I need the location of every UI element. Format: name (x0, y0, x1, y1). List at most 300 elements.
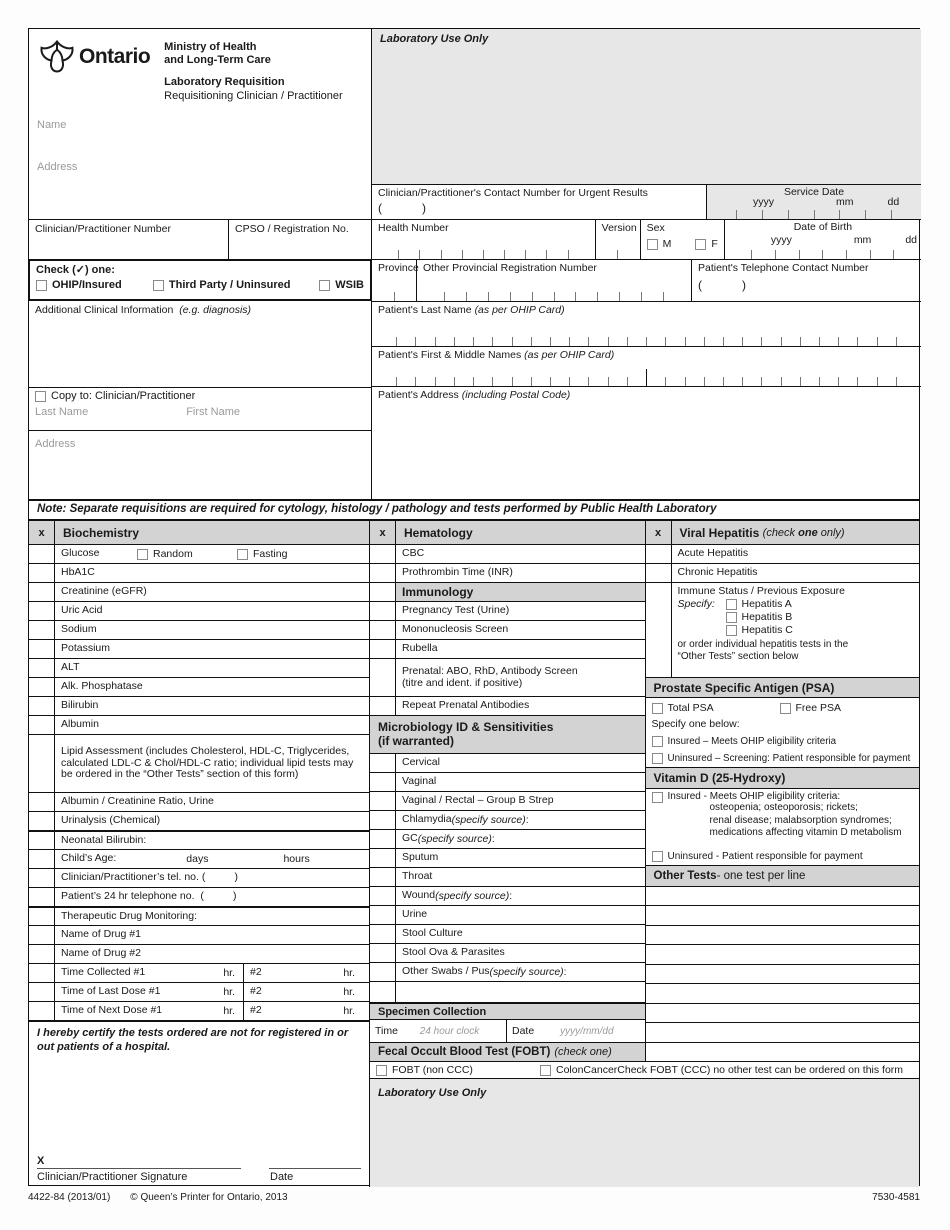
order-mark-cell[interactable] (29, 832, 55, 849)
order-mark-cell[interactable] (29, 602, 55, 620)
aci-label: Additional Clinical Information (35, 304, 174, 316)
grid-right-wrap (369, 521, 919, 1187)
test-label: #2 (250, 966, 262, 979)
test-label-cell (396, 621, 645, 639)
test-label: GC (402, 832, 418, 845)
ohip-insured-option[interactable]: OHIP/Insured (36, 279, 153, 291)
test-label-cell (396, 773, 645, 791)
other-tests-header: Other Tests - one test per line (646, 865, 920, 887)
ontario-logo-row (37, 35, 363, 103)
label-hint: (specify source) (417, 833, 492, 845)
laboratory-use-only-label: Laboratory Use Only (380, 33, 489, 45)
psa-header: Prostate Specific Antigen (PSA) (646, 678, 920, 698)
test-label: Stool Ova & Parasites (402, 946, 505, 959)
wsib-checkbox[interactable] (319, 280, 330, 291)
order-mark-cell[interactable] (370, 830, 396, 848)
specimen-time-field[interactable]: Time 24 hour clock (370, 1020, 507, 1042)
urgent-phone-parens: ( ) (378, 201, 426, 215)
service-date-label: Service Date (783, 186, 845, 198)
order-mark-cell[interactable] (370, 887, 396, 905)
hr-label: hr. (223, 1005, 235, 1017)
hematology-row (370, 830, 645, 849)
viral-row: Acute Hepatitis (646, 545, 920, 564)
checkbox-label: Random (153, 548, 193, 560)
order-mark-cell[interactable] (29, 850, 55, 868)
signature-date-line[interactable] (269, 1157, 361, 1169)
other-test-blank-line[interactable] (646, 965, 920, 984)
checkbox-option[interactable] (237, 548, 337, 560)
sex-male-option[interactable]: M (647, 238, 672, 250)
hepatitis-b-checkbox[interactable] (726, 612, 737, 623)
psa-specify-label: Specify one below: (651, 718, 740, 730)
hematology-column (370, 521, 645, 1061)
hematology-row (370, 868, 645, 887)
biochemistry-row (29, 964, 369, 983)
specimen-collection-row (370, 1020, 645, 1043)
vitamin-d-insured-block (646, 789, 920, 848)
test-label: Albumin / Creatinine Ratio, Urine (61, 795, 214, 808)
test-label-cell: Other Swabs / Pus (specify source) : (402, 965, 567, 978)
other-test-blank-line[interactable] (646, 887, 920, 906)
health-number-row (372, 219, 921, 259)
test-label: Alk. Phosphatase (61, 680, 143, 693)
immune-status-label: Immune Status / Previous Exposure (677, 585, 845, 597)
test-label: Potassium (61, 642, 111, 655)
hr-label: hr. (223, 986, 235, 998)
biochemistry-row (29, 812, 369, 831)
version-field[interactable]: Version (596, 220, 641, 259)
hematology-row (370, 621, 645, 640)
requisitioner-id-block[interactable] (29, 29, 371, 219)
clinician-number-field[interactable]: Clinician/Practitioner Number (29, 220, 229, 259)
test-label-cell (396, 944, 645, 962)
test-label-cell (55, 983, 369, 1001)
order-mark-cell[interactable] (370, 659, 396, 696)
order-mark-cell[interactable] (370, 925, 396, 943)
other-registration-digit-ticks (423, 291, 685, 301)
biochemistry-row (29, 716, 369, 735)
order-mark-cell[interactable] (370, 849, 396, 867)
hematology-row (370, 659, 645, 697)
hours-label: hours (283, 853, 310, 865)
biochemistry-row (29, 926, 369, 945)
test-label: Wound (402, 889, 436, 902)
test-label-cell (55, 1002, 369, 1020)
order-mark-cell[interactable] (370, 621, 396, 639)
aci-hint: (e.g. diagnosis) (179, 304, 252, 316)
test-label: Time Collected #1 (61, 966, 146, 979)
test-label-cell (55, 812, 369, 830)
fobt-non-ccc-option[interactable]: FOBT (non CCC) (376, 1064, 540, 1076)
test-label-cell (55, 659, 369, 677)
form-subtitle: Requisitioning Clinician / Practitioner (164, 89, 343, 102)
clinician-name-field[interactable]: Name (37, 118, 67, 131)
order-mark-cell[interactable] (29, 926, 55, 944)
test-label: Name of Drug #2 (61, 947, 141, 960)
checkbox-option[interactable] (137, 548, 237, 560)
test-label-cell: Wound (specify source) : (402, 889, 513, 902)
vitd-insured-checkbox[interactable] (652, 792, 663, 803)
hematology-row (370, 564, 645, 583)
test-label: #2 (250, 985, 262, 998)
biochemistry-row (29, 907, 369, 926)
test-label-cell (55, 945, 369, 963)
order-mark-cell[interactable] (646, 545, 672, 563)
copy-first-name-field[interactable]: First Name (186, 405, 240, 418)
biochemistry-row (29, 640, 369, 659)
test-label: Patient’s 24 hr telephone no. ( ) (61, 890, 237, 903)
test-label: Urine (402, 908, 428, 921)
test-grid (29, 519, 919, 1187)
order-mark-cell[interactable] (646, 564, 672, 582)
ministry-block (164, 35, 343, 103)
test-label: (titre and ident. if positive) (402, 676, 523, 689)
test-label-cell (55, 545, 369, 563)
test-label: Pregnancy Test (Urine) (402, 604, 510, 617)
test-label: Mononucleosis Screen (402, 623, 509, 636)
other-test-blank-line[interactable] (646, 926, 920, 945)
test-label-cell: Chlamydia (specify source) : (402, 813, 529, 826)
test-label-cell (396, 640, 645, 658)
free-psa-checkbox[interactable] (780, 703, 791, 714)
test-label-cell (396, 868, 645, 886)
test-label: Therapeutic Drug Monitoring: (61, 909, 197, 922)
vitamin-d-header: Vitamin D (25-Hydroxy) (646, 767, 920, 789)
order-mark-cell[interactable] (29, 983, 55, 1001)
order-mark-cell[interactable] (370, 564, 396, 582)
biochemistry-row (29, 697, 369, 716)
separate-requisitions-note: Note: Separate requisitions are required for cytology, histology / pathology and tests performed by Public Health Laboratory (29, 499, 919, 519)
order-mark-cell[interactable] (29, 945, 55, 963)
other-test-blank-line[interactable] (646, 1004, 920, 1023)
hematology-row (370, 811, 645, 830)
fobt-ccc-option[interactable]: ColonCancerCheck FOBT (CCC) no other test can be ordered on this form (540, 1064, 903, 1076)
hematology-row (370, 697, 645, 716)
test-label: CBC (402, 547, 425, 560)
test-label-cell[interactable] (396, 982, 645, 1002)
hepatitis-c-option[interactable]: Hepatitis C (726, 624, 793, 636)
signature-label: Clinician/Practitioner Signature (37, 1171, 188, 1183)
test-label: Other Swabs / Pus (402, 965, 490, 978)
ontario-wordmark: Ontario (79, 45, 151, 68)
viral-hepatitis-column (645, 521, 920, 1061)
test-label: Albumin (61, 718, 99, 731)
copy-to-checkbox[interactable] (35, 391, 46, 402)
biochemistry-row (29, 564, 369, 583)
test-label-cell (396, 849, 645, 867)
third-party-checkbox[interactable] (153, 280, 164, 291)
specimen-time-hint: 24 hour clock (419, 1025, 480, 1037)
test-label-cell (55, 697, 369, 715)
subsection-title: Immunology (402, 585, 474, 599)
province-digit-ticks (378, 291, 410, 301)
order-mark-cell[interactable] (29, 621, 55, 639)
form-body (28, 28, 920, 1186)
order-mark-cell[interactable] (29, 564, 55, 582)
test-label-cell (55, 850, 369, 868)
hematology-row (370, 944, 645, 963)
urgent-contact-field[interactable]: Clinician/Practitioner's Contact Number for Urgent Results ( ) (372, 185, 707, 219)
hematology-row (370, 963, 645, 982)
hematology-row (370, 773, 645, 792)
order-mark-cell[interactable] (29, 659, 55, 677)
biochemistry-row (29, 583, 369, 602)
test-label: Bilirubin (61, 699, 99, 712)
form-footer (28, 1192, 920, 1203)
hepatitis-b-option[interactable]: Hepatitis B (726, 611, 793, 623)
biochemistry-row (29, 659, 369, 678)
last-name-letter-ticks (378, 336, 915, 346)
checkbox-label: Fasting (253, 548, 288, 560)
hr-label: hr. (343, 967, 355, 979)
vitd-uninsured-checkbox[interactable] (652, 851, 663, 862)
order-mark-cell[interactable] (370, 868, 396, 886)
hematology-row (370, 792, 645, 811)
order-mark-cell[interactable] (370, 773, 396, 791)
other-test-blank-line[interactable] (646, 906, 920, 925)
province-field[interactable]: Province (372, 260, 417, 301)
hr-label: hr. (343, 986, 355, 998)
wsib-option[interactable]: WSIB (319, 279, 364, 291)
sex-female-checkbox[interactable] (695, 239, 706, 250)
sex-female-option[interactable]: F (695, 238, 717, 250)
test-label: Clinician/Practitioner’s tel. no. ( ) (61, 871, 239, 884)
test-label: Lipid Assessment (includes Cholesterol, HDL-C, Triglycerides, calculated LDL-C & Chol/HDL-C ratio; individual lipid tests may be ordered in the “Other Tests” section of this form) (61, 744, 357, 781)
signature-date-label: Date (270, 1171, 294, 1183)
test-label-cell (55, 716, 369, 734)
psa-uninsured-checkbox[interactable] (652, 753, 663, 764)
check-one-label: Check (✓) one: (36, 264, 115, 276)
order-mark-cell[interactable] (29, 678, 55, 696)
patient-last-name-field[interactable]: Patient's Last Name (as per OHIP Card) (372, 301, 921, 346)
hematology-row (370, 849, 645, 868)
biochemistry-row (29, 678, 369, 697)
test-label: Chlamydia (402, 813, 452, 826)
test-label-cell (55, 964, 369, 982)
fobt-non-ccc-checkbox[interactable] (376, 1065, 387, 1076)
test-label-cell (396, 602, 645, 620)
test-label-cell (396, 697, 645, 715)
biochemistry-header: x Biochemistry (29, 521, 369, 545)
patient-first-names-field[interactable]: Patient's First & Middle Names (as per OHIP Card) (372, 346, 921, 386)
payment-type-box (28, 259, 372, 301)
signature-line[interactable]: X (37, 1155, 241, 1169)
order-mark-cell[interactable] (29, 697, 55, 715)
order-mark-cell[interactable] (29, 793, 55, 811)
copyright: © Queen’s Printer for Ontario, 2013 (130, 1192, 288, 1203)
other-test-blank-line[interactable] (646, 1023, 920, 1042)
health-number-field[interactable]: Health Number (372, 220, 596, 259)
certification-text: I hereby certify the tests ordered are not for registered in or out patients of a hospital. (37, 1027, 349, 1053)
test-label-cell (55, 564, 369, 582)
practitioner-numbers-row (29, 219, 371, 259)
order-mark-cell[interactable] (29, 1002, 55, 1020)
test-label: Vaginal (402, 775, 437, 788)
cpso-registration-field[interactable]: CPSO / Registration No. (235, 223, 349, 235)
biochemistry-row (29, 602, 369, 621)
hematology-row (370, 716, 645, 754)
fobt-ccc-checkbox[interactable] (540, 1065, 551, 1076)
copy-last-name-field[interactable]: Last Name (35, 405, 89, 418)
order-mark-cell[interactable] (370, 906, 396, 924)
test-label: Urinalysis (Chemical) (61, 814, 161, 827)
laboratory-use-only-bottom[interactable] (370, 1078, 919, 1187)
order-mark-cell[interactable] (29, 964, 55, 982)
test-label: Creatinine (eGFR) (61, 585, 147, 598)
days-label: days (186, 853, 209, 865)
test-label: Throat (402, 870, 433, 883)
sex-male-checkbox[interactable] (647, 239, 658, 250)
test-label-cell (55, 583, 369, 601)
test-label-cell (396, 659, 645, 696)
order-mark-cell[interactable] (370, 640, 396, 658)
order-mark-cell[interactable] (29, 908, 55, 925)
biochemistry-row (29, 1002, 369, 1021)
ministry-line1: Ministry of Health (164, 41, 257, 53)
vitd-insured-option[interactable]: Insured - Meets OHIP eligibility criteria: osteopenia; osteoporosis; rickets; renal disease; malabsorption syndromes; medications affecting vitamin D metabolism (652, 791, 914, 840)
date-of-birth-field[interactable]: Date of Birth yyyy mm dd (725, 220, 921, 259)
order-mark-cell[interactable] (370, 963, 396, 981)
biochemistry-row (29, 888, 369, 907)
laboratory-use-only-top[interactable] (372, 29, 921, 184)
test-label: Name of Drug #1 (61, 928, 141, 941)
hematology-row (370, 906, 645, 925)
order-mark-cell[interactable] (29, 716, 55, 734)
hepatitis-c-checkbox[interactable] (726, 625, 737, 636)
test-label: Prothrombin Time (INR) (402, 566, 513, 579)
test-label-cell (396, 545, 645, 563)
test-label-cell (55, 832, 369, 849)
checkbox[interactable] (237, 549, 248, 560)
order-mark-cell[interactable] (370, 754, 396, 772)
x-column-header: x (370, 521, 396, 544)
total-psa-option[interactable]: Total PSA (652, 702, 780, 714)
patient-phone-field[interactable]: Patient's Telephone Contact Number ( ) (698, 262, 869, 292)
hematology-row (370, 602, 645, 621)
specimen-collection-header: Specimen Collection (370, 1003, 645, 1020)
test-label-cell (55, 793, 369, 811)
order-mark-cell[interactable] (370, 545, 396, 563)
biochemistry-row (29, 831, 369, 850)
hepatitis-a-checkbox[interactable] (726, 599, 737, 610)
copy-to-option[interactable]: Copy to: Clinician/Practitioner (35, 390, 195, 402)
x-column-header: x (646, 521, 672, 544)
form-number: 4422-84 (2013/01) (28, 1192, 111, 1203)
order-mark-cell[interactable] (29, 583, 55, 601)
biochemistry-row (29, 735, 369, 793)
other-test-blank-line[interactable] (646, 1043, 920, 1061)
copy-address-field[interactable]: Address (29, 430, 371, 499)
order-mark-cell[interactable] (370, 811, 396, 829)
psa-uninsured-option[interactable]: Uninsured – Screening: Patient responsible for payment (646, 750, 920, 767)
test-label-cell (55, 869, 369, 887)
hematology-row (370, 583, 645, 602)
test-label-cell (55, 640, 369, 658)
test-label: Sodium (61, 623, 97, 636)
first-names-letter-ticks (378, 376, 915, 386)
order-mark-cell[interactable] (29, 735, 55, 792)
fobt-header: Fecal Occult Blood Test (FOBT) (check one) (370, 1043, 645, 1061)
hematology-header: x Hematology (370, 521, 645, 545)
biochemistry-row (29, 983, 369, 1002)
specimen-date-hint: yyyy/mm/dd (560, 1025, 614, 1037)
biochemistry-row (29, 850, 369, 869)
hematology-rows (370, 545, 645, 1003)
psa-insured-checkbox[interactable] (652, 736, 663, 747)
province-row (372, 259, 921, 301)
test-label-cell (396, 583, 645, 601)
test-label: Sputum (402, 851, 439, 864)
biochemistry-column (29, 521, 369, 1187)
urgent-results-row (372, 184, 921, 219)
additional-clinical-info-field[interactable] (29, 301, 371, 387)
order-mark-cell[interactable] (370, 697, 396, 715)
order-mark-cell[interactable] (29, 888, 55, 906)
hematology-row (370, 887, 645, 906)
biochemistry-row (29, 793, 369, 812)
checkbox[interactable] (137, 549, 148, 560)
test-label: Cervical (402, 756, 440, 769)
version-digit-ticks (602, 249, 634, 259)
label-hint: (specify source) (489, 966, 564, 978)
order-mark-cell[interactable] (370, 944, 396, 962)
test-label-cell (396, 564, 645, 582)
biochemistry-row (29, 869, 369, 888)
free-psa-option[interactable]: Free PSA (780, 702, 842, 714)
label-hint: (specify source) (451, 814, 526, 826)
service-date-digit-ticks (711, 209, 917, 219)
viral-row: Chronic Hepatitis (646, 564, 920, 583)
total-psa-checkbox[interactable] (652, 703, 663, 714)
x-column-header: x (29, 521, 55, 544)
order-mark-cell[interactable] (29, 869, 55, 887)
biochemistry-row (29, 945, 369, 964)
other-test-blank-line[interactable] (646, 945, 920, 964)
order-mark-cell[interactable] (29, 545, 55, 563)
test-label: Repeat Prenatal Antibodies (402, 699, 530, 712)
test-label: ALT (61, 661, 80, 674)
vitd-uninsured-option[interactable]: Uninsured - Patient responsible for payment (646, 848, 920, 865)
other-registration-field[interactable]: Other Provincial Registration Number (417, 260, 692, 301)
psa-insured-option[interactable]: Insured – Meets OHIP eligibility criteria (646, 733, 920, 750)
hr-label: hr. (343, 1005, 355, 1017)
specimen-date-field[interactable]: Date yyyy/mm/dd (512, 1025, 614, 1037)
hepatitis-a-option[interactable]: Hepatitis A (726, 598, 792, 610)
test-label-cell (55, 735, 369, 792)
test-label-cell: GC (specify source) : (402, 832, 495, 845)
requisitioner-panel (29, 29, 371, 499)
order-mark-cell[interactable] (646, 583, 672, 677)
test-label-cell (55, 678, 369, 696)
ohip-insured-checkbox[interactable] (36, 280, 47, 291)
copy-to-row (29, 387, 371, 430)
order-mark-cell[interactable] (29, 812, 55, 830)
patient-address-field[interactable]: Patient's Address (including Postal Code) (372, 386, 921, 499)
test-label-cell (55, 908, 369, 925)
order-mark-cell[interactable] (370, 792, 396, 810)
service-date-field[interactable]: Service Date yyyy mm dd (707, 185, 921, 219)
test-label: Neonatal Bilirubin: (61, 833, 147, 846)
order-mark-cell[interactable] (29, 640, 55, 658)
biochemistry-rows (29, 545, 369, 1021)
clinician-address-field[interactable]: Address (37, 160, 78, 173)
x-cell-blank[interactable] (370, 982, 396, 1002)
third-party-option[interactable]: Third Party / Uninsured (153, 279, 319, 291)
form-title: Laboratory Requisition (164, 76, 285, 89)
order-mark-cell[interactable] (370, 602, 396, 620)
test-label: Stool Culture (402, 927, 463, 940)
other-test-blank-line[interactable] (646, 984, 920, 1003)
